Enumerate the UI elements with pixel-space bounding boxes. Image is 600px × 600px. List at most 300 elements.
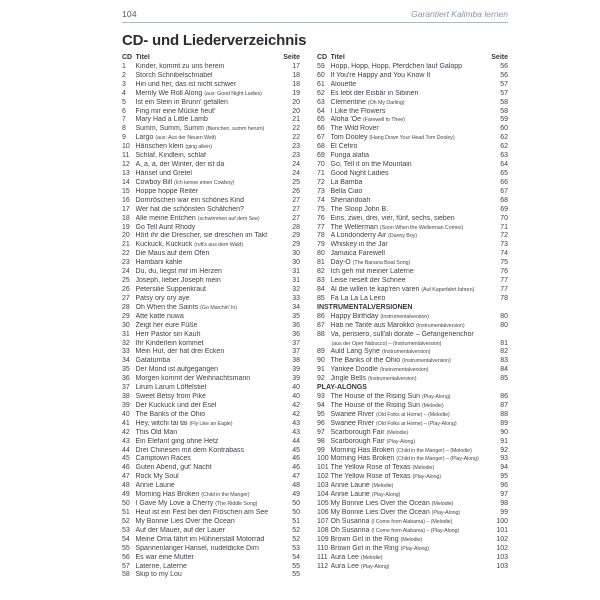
track-number: 8: [122, 125, 126, 133]
song-note: (Play-Along): [386, 438, 416, 445]
page-ref: 69: [500, 205, 508, 213]
song-title: Patsy ory ory aye: [135, 294, 190, 302]
track-number: 85: [317, 294, 325, 302]
toc-row: [122, 268, 300, 277]
toc-row: [122, 482, 300, 491]
page-ref: 30: [292, 259, 300, 267]
track-number: 98: [317, 437, 325, 445]
page-ref: 85: [500, 375, 508, 383]
track-number: 21: [122, 241, 130, 249]
track-number: 110: [317, 544, 329, 552]
toc-row: [317, 438, 508, 447]
song-note: (Auf Kaperfahrt fahren): [421, 286, 475, 293]
toc-row: [317, 545, 508, 554]
toc-row: [317, 215, 508, 224]
page-ref: 60: [500, 125, 508, 133]
song-title: I Gave My Love a Cherry (The Riddle Song): [135, 500, 258, 508]
song-title: The Banks of the Ohio (Instrumentalversion): [330, 357, 451, 365]
page-ref: 58: [500, 98, 508, 106]
page-ref: 20: [292, 107, 300, 115]
song-title: The Wild Rover: [330, 125, 379, 133]
page-ref: 30: [292, 250, 300, 258]
toc-row: [122, 322, 300, 331]
song-note: (The Banana Boat Song): [352, 260, 411, 267]
column-header-seite: Seite: [283, 54, 300, 61]
track-number: 60: [317, 71, 325, 79]
song-title: Hoppe hoppe Reiter: [135, 187, 199, 195]
track-number: 73: [317, 187, 325, 195]
song-title: A, a, a, der Winter, der ist da: [135, 161, 225, 169]
track-number: 14: [122, 178, 130, 186]
song-title: Hin und her, das ist nicht schwer: [135, 80, 237, 88]
track-number: 104: [317, 491, 329, 499]
toc-row: [317, 72, 508, 81]
toc-row: [317, 509, 508, 518]
song-note: (Farewell to Thee): [362, 117, 405, 124]
toc-row: [317, 536, 508, 545]
toc-row: [317, 188, 508, 197]
song-title: Va, pensiero, sull'ali dorate – Gefangenenchor: [330, 330, 474, 338]
song-title: Petersilie Suppenkraut: [135, 285, 206, 293]
toc-row: [122, 224, 300, 233]
song-note: (Instrumentalversion): [380, 313, 429, 320]
page-ref: 37: [292, 339, 300, 347]
toc-row: [122, 438, 300, 447]
track-number: 95: [317, 410, 325, 418]
page-ref: 55: [292, 562, 300, 570]
track-number: 84: [317, 285, 325, 293]
page-ref: 68: [500, 196, 508, 204]
song-title: Aura Lee (Play-Along): [330, 562, 390, 570]
track-number: 66: [317, 125, 325, 133]
track-number: 107: [317, 517, 329, 525]
page-ref: 103: [496, 553, 508, 561]
page-ref: 24: [292, 161, 300, 169]
song-title: Swanee River (Old Folks at Home) – (Melodie): [330, 410, 450, 418]
song-note: (Melodie): [412, 465, 435, 472]
page-ref: 33: [292, 294, 300, 302]
toc-row: [122, 125, 300, 134]
song-title: Hab ne Tante aus Marokko (Instrumentalversion): [330, 321, 465, 329]
track-number: 20: [122, 232, 130, 240]
toc-row: [317, 455, 508, 464]
track-number: 78: [317, 232, 325, 240]
page-ref: 19: [292, 89, 300, 97]
toc-row: [317, 464, 508, 473]
page-ref: 55: [292, 571, 300, 579]
page-ref: 52: [292, 526, 300, 534]
song-title: Storch Schnibelschnabel: [135, 71, 213, 79]
song-title: Hört ihr die Drescher, sie dreschen im Takt: [135, 232, 268, 240]
song-title: The Sloop John B.: [330, 205, 389, 213]
page-ref: 83: [500, 357, 508, 365]
track-number: 92: [317, 375, 325, 383]
toc-row-continuation: [317, 340, 508, 349]
song-note: (The Riddle Song): [215, 501, 258, 508]
track-number: 45: [122, 455, 130, 463]
toc-row: [317, 232, 508, 241]
column-header-titel: Titel: [135, 54, 150, 61]
page-ref: 39: [292, 366, 300, 374]
song-note: (Instrumentalversion): [402, 358, 451, 365]
song-title: Ein Elefant ging ohne Hetz: [135, 437, 219, 445]
track-number: 18: [122, 214, 130, 222]
track-number: 67: [317, 134, 325, 142]
track-number: 108: [317, 526, 329, 534]
song-note: (ging allein): [185, 144, 212, 151]
song-title: Heut ist ein Fest bei den Fröschen am See: [135, 509, 269, 517]
toc-row: [317, 206, 508, 215]
toc-row: [122, 206, 300, 215]
page-ref: 44: [292, 437, 300, 445]
song-title: Fing mir eine Mücke heut': [135, 107, 216, 115]
song-title: Yankee Doodle (Instrumentalversion): [330, 366, 429, 374]
toc-row: [317, 313, 508, 322]
track-number: 77: [317, 223, 325, 231]
song-title: Es lebt der Eisbär in Sibirien: [330, 89, 419, 97]
song-title: Tom Dooley (Hang Down Your Head Tom Dooley): [330, 134, 455, 142]
toc-column-right: [317, 54, 508, 580]
toc-row: [122, 563, 300, 572]
track-number: 55: [122, 544, 130, 552]
song-title: Der Mond ist aufgegangen: [135, 366, 218, 374]
song-title: Go Tell Aunt Rhody: [135, 223, 196, 231]
toc-row: [122, 331, 300, 340]
song-title: Scarborough Fair (Melodie): [330, 428, 409, 436]
track-number: 23: [122, 259, 130, 267]
track-number: 80: [317, 250, 325, 258]
track-number: 99: [317, 446, 325, 454]
section-title: INSTRUMENTALVERSIONEN: [317, 303, 413, 311]
song-title: Annie Laurie (Play-Along): [330, 491, 401, 499]
song-title: Hänsel und Gretel: [135, 169, 192, 177]
track-number: 4: [122, 89, 126, 97]
toc-row: [122, 179, 300, 188]
section-title: PLAY-ALONGS: [317, 384, 367, 392]
page-ref: 73: [500, 241, 508, 249]
song-title: Die Maus auf dem Ofen: [135, 250, 210, 258]
toc-row: [122, 170, 300, 179]
song-title: Der Kuckuck und der Esel: [135, 401, 217, 409]
song-title: Ich geh mit meiner Laterne: [330, 268, 414, 276]
page-ref: 88: [500, 410, 508, 418]
toc-row: [122, 72, 300, 81]
page-ref: 78: [500, 294, 508, 302]
page-ref: 27: [292, 205, 300, 213]
page-ref: 84: [500, 366, 508, 374]
toc-row: [122, 545, 300, 554]
page-ref: 67: [500, 187, 508, 195]
song-title: Morgen kommt der Weihnachtsmann: [135, 375, 251, 383]
song-title: [331, 340, 491, 349]
song-note: (Soon When the Wellerman Comes): [379, 224, 464, 231]
track-number: 59: [317, 62, 325, 70]
song-title: Swanee River (Old Folks at Home) – (Play-Along): [330, 419, 457, 427]
page-ref: 34: [292, 303, 300, 311]
toc-row: [317, 500, 508, 509]
track-number: 39: [122, 401, 130, 409]
page-ref: 45: [292, 446, 300, 454]
song-title: The House of the Rising Sun (Melodie): [330, 401, 444, 409]
track-number: 74: [317, 196, 325, 204]
page-ref: 97: [500, 491, 508, 499]
page-ref: 27: [292, 196, 300, 204]
track-number: 65: [317, 116, 325, 124]
track-number: 86: [317, 312, 325, 320]
page-ref: 36: [292, 321, 300, 329]
song-note: (Child in the Manger) – (Melodie): [396, 447, 472, 454]
track-number: 105: [317, 500, 329, 508]
song-title: My Bonnie Lies Over the Ocean: [135, 517, 235, 525]
toc-row: [122, 143, 300, 152]
track-number: 88: [317, 330, 325, 338]
song-note: (Melodie): [431, 501, 454, 508]
song-title: Day-O (The Banana Boat Song): [330, 259, 411, 267]
page-ref: 40: [292, 393, 300, 401]
toc-row: [317, 197, 508, 206]
page-ref: 43: [292, 419, 300, 427]
page-ref: 28: [292, 223, 300, 231]
toc-row: [317, 393, 508, 402]
toc-row: [122, 116, 300, 125]
page-ref: 25: [292, 178, 300, 186]
page-ref: 57: [500, 80, 508, 88]
toc-row: [122, 232, 300, 241]
song-title: Happy Birthday (Instrumentalversion): [330, 312, 429, 320]
song-note: (aus der Oper Nabucco) – (Instrumentalversion): [331, 340, 442, 347]
column-header: [122, 54, 300, 63]
track-number: 70: [317, 161, 325, 169]
page-ref: 56: [500, 71, 508, 79]
track-number: 54: [122, 535, 130, 543]
page-ref: 31: [292, 277, 300, 285]
page-ref: 42: [292, 401, 300, 409]
page-ref: 58: [500, 107, 508, 115]
song-title: Fa La La La Leiro: [330, 294, 386, 302]
toc-row: [122, 340, 300, 349]
track-number: 56: [122, 553, 130, 561]
page-ref: 39: [292, 375, 300, 383]
page-ref: 32: [292, 285, 300, 293]
toc-row: [317, 179, 508, 188]
page-ref: 87: [500, 401, 508, 409]
track-number: 103: [317, 482, 329, 490]
song-title: Whiskey in the Jar: [330, 241, 388, 249]
page-ref: 21: [292, 116, 300, 124]
page-ref: 101: [496, 526, 508, 534]
page-ref: 47: [292, 473, 300, 481]
toc-row: [317, 482, 508, 491]
song-note: (Play-Along): [400, 545, 430, 552]
song-title: The Wellerman (Soon When the Wellerman Comes): [330, 223, 464, 231]
song-title: Brown Girl in the Ring (Play-Along): [330, 544, 430, 552]
song-note: (Melodie): [371, 483, 394, 490]
track-number: 12: [122, 161, 130, 169]
song-title: Dornröschen war ein schönes Kind: [135, 196, 245, 204]
toc-row: [122, 63, 300, 72]
track-number: 61: [317, 80, 325, 88]
song-title: Shenandoah: [330, 196, 371, 204]
toc-row: [317, 411, 508, 420]
track-number: 37: [122, 384, 130, 392]
page-ref: 64: [500, 161, 508, 169]
song-title: Hambani kahle: [135, 259, 183, 267]
track-number: 52: [122, 517, 130, 525]
song-title: Good Night Ladies: [330, 169, 389, 177]
toc-row: [122, 286, 300, 295]
song-title: The Yellow Rose of Texas (Play-Along): [330, 473, 441, 481]
page-ref: 24: [292, 169, 300, 177]
page-ref: 86: [500, 393, 508, 401]
track-number: 40: [122, 410, 130, 418]
toc-row: [317, 259, 508, 268]
song-title: Clementine (Oh My Darling): [330, 98, 405, 106]
track-number: 91: [317, 366, 325, 374]
track-number: 57: [122, 562, 130, 570]
song-note: (I Come from Alabama) – (Play-Along): [371, 527, 460, 534]
toc-row: [122, 295, 300, 304]
track-number: 90: [317, 357, 325, 365]
song-title: Alle meine Entchen (schwimmen auf dem See): [135, 214, 260, 222]
page-ref: 38: [292, 357, 300, 365]
song-note: (Play-Along): [421, 394, 451, 401]
song-title: Hey, witchi tai tai (Fly Like an Eagle): [135, 419, 233, 427]
toc-row: [122, 357, 300, 366]
song-title: Go, Tell it on the Mountain: [330, 161, 412, 169]
song-title: Ihr Kinderlein kommet: [135, 339, 204, 347]
song-title: Camptown Races: [135, 455, 191, 463]
track-number: 34: [122, 357, 130, 365]
track-number: 15: [122, 187, 130, 195]
toc-row: [317, 134, 508, 143]
track-number: 87: [317, 321, 325, 329]
song-note: (Melodie): [360, 554, 383, 561]
track-number: 32: [122, 339, 130, 347]
toc-row: [122, 99, 300, 108]
track-number: 83: [317, 277, 325, 285]
toc-row: [122, 455, 300, 464]
song-note: (Instrumentalversion): [379, 367, 429, 374]
page-ref: 50: [292, 500, 300, 508]
track-number: 3: [122, 80, 126, 88]
song-title: The Yellow Rose of Texas (Melodie): [330, 464, 435, 472]
song-title: Oh Susanna (I Come from Alabama) – (Play-Along): [330, 526, 460, 534]
toc-row: [317, 286, 508, 295]
track-number: 25: [122, 277, 130, 285]
toc-row: [122, 447, 300, 456]
track-number: 58: [122, 571, 130, 579]
page-ref: 22: [292, 134, 300, 142]
page-ref: 29: [292, 232, 300, 240]
song-title: Sweet Betsy from Pike: [135, 393, 206, 401]
song-title: Morning Has Broken (Child in the Manger) – (Melodie): [330, 446, 472, 454]
song-title: Mary Had a Little Lamb: [135, 116, 208, 124]
toc-row: [317, 143, 508, 152]
track-number: 76: [317, 214, 325, 222]
song-note: (Go Marchin' In): [200, 304, 237, 311]
song-note: (Child in the Manger): [201, 492, 250, 499]
track-number: 5: [122, 98, 126, 106]
song-title: La Bamba: [330, 178, 363, 186]
song-title: Eins, zwei, drei, vier, fünf, sechs, sieben: [330, 214, 455, 222]
song-title: Auf der Mauer, auf der Lauer: [135, 526, 225, 534]
page-ref: 46: [292, 464, 300, 472]
toc-row: [317, 241, 508, 250]
page-ref: 72: [500, 232, 508, 240]
song-note: (Play-Along): [431, 510, 461, 517]
track-number: 42: [122, 428, 130, 436]
toc-row: [122, 375, 300, 384]
page-ref: 29: [292, 241, 300, 249]
toc-row: [317, 447, 508, 456]
page-ref: 62: [500, 134, 508, 142]
track-number: 31: [122, 330, 130, 338]
column-header-cd: CD: [122, 54, 133, 61]
toc-row: [317, 277, 508, 286]
toc-row: [317, 491, 508, 500]
toc-row: [122, 250, 300, 259]
song-title: Scarborough Fair (Play-Along): [330, 437, 416, 445]
toc-row: [317, 563, 508, 572]
toc-row: [317, 81, 508, 90]
page-ref: 63: [500, 152, 508, 160]
toc-row: [122, 420, 300, 429]
toc-row: [317, 170, 508, 179]
song-title: Gatatumba: [135, 357, 171, 365]
toc-row: [122, 473, 300, 482]
page-ref: 98: [500, 500, 508, 508]
toc-row: [317, 108, 508, 117]
toc-row: [122, 188, 300, 197]
page-ref: 92: [500, 446, 508, 454]
page-ref: 35: [292, 312, 300, 320]
song-title: Morning Has Broken (Child in the Manger) – (Play-Along): [330, 455, 479, 463]
song-note: (I Come from Alabama) – (Melodie): [371, 518, 453, 525]
toc-row: [122, 161, 300, 170]
track-number: 75: [317, 205, 325, 213]
page-ref: 36: [292, 330, 300, 338]
page-ref: 76: [500, 268, 508, 276]
book-page: [122, 9, 508, 580]
song-note: (Play-Along): [412, 474, 441, 481]
track-number: 22: [122, 250, 130, 258]
song-title: Du, du, liegst mir im Herzen: [135, 268, 222, 276]
track-number: 102: [317, 473, 329, 481]
song-title: Oh Susanna (I Come from Alabama) – (Melodie): [330, 517, 453, 525]
track-number: 47: [122, 473, 130, 481]
track-number: 41: [122, 419, 130, 427]
song-title: Drei Chinesen mit dem Kontrabass: [135, 446, 245, 454]
toc-row: [317, 473, 508, 482]
track-number: 26: [122, 285, 130, 293]
toc-row: [317, 125, 508, 134]
song-title: Joseph, lieber Joseph mein: [135, 277, 221, 285]
toc-row: [317, 152, 508, 161]
section-header: [317, 384, 508, 393]
song-title: Annie Laurie (Melodie): [330, 482, 394, 490]
track-number: 6: [122, 107, 126, 115]
song-title: If You're Happy and You Know It: [330, 71, 431, 79]
page-ref: 49: [292, 491, 300, 499]
page-ref: 43: [292, 428, 300, 436]
toc-row: [317, 527, 508, 536]
toc-row: [122, 134, 300, 143]
toc-row: [122, 500, 300, 509]
page-ref: 77: [500, 285, 508, 293]
track-number: 63: [317, 98, 325, 106]
track-number: 79: [317, 241, 325, 249]
toc-row: [317, 402, 508, 411]
